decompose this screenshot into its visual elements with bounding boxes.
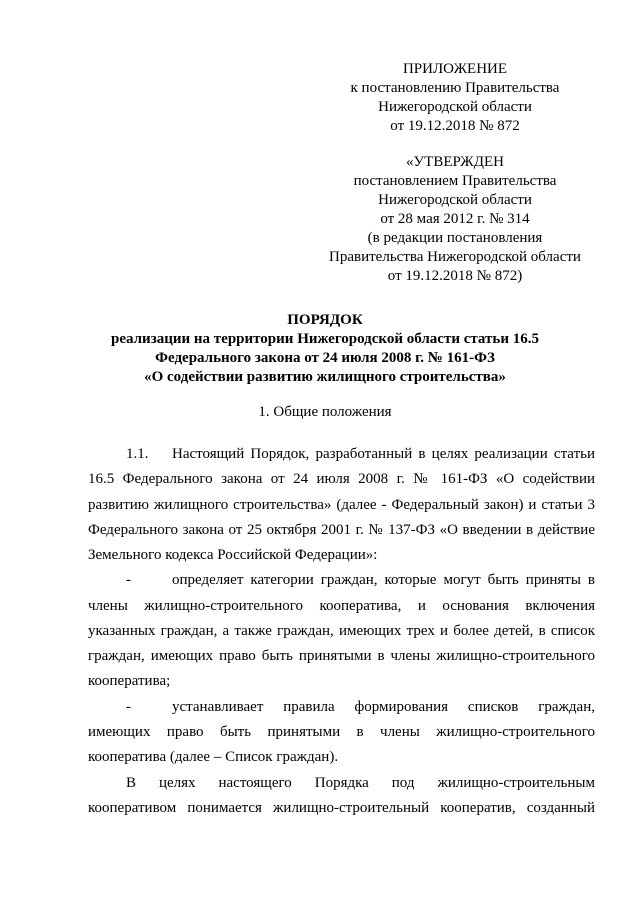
approval-stamp [300,153,610,286]
appendix-header [300,60,610,136]
paragraph-line: Земельного кодекса Российской Федерации»: [88,547,378,563]
approval-line: Правительства Нижегородской области [329,249,581,265]
list-item-line: определяет категории граждан, которые могут быть приняты в [172,572,595,588]
approval-line: Нижегородской области [378,192,532,208]
document-title [60,311,590,387]
paragraph-line: развитию жилищного строительства» (далее - Федеральный закон) и статьи 3 [88,497,595,513]
document-title-line: реализации на территории Нижегородской области статьи 16.5 [111,331,539,347]
list-item-line: указанных граждан, а также граждан, имеющих трех и более детей, в список [88,623,595,639]
list-dash: - [126,572,131,588]
paragraph-line: Настоящий Порядок, разработанный в целях реализации статьи [172,446,595,462]
list-item-line: кооператива; [88,673,171,689]
appendix-line: к постановлению Правительства [350,80,560,96]
list-dash: - [126,699,131,715]
approval-line: от 28 мая 2012 г. № 314 [380,211,530,227]
paragraph-line: 16.5 Федерального закона от 24 июля 2008 г. № 161-ФЗ «О содействии [88,471,595,487]
section-heading: 1. Общие положения [258,404,392,420]
appendix-line: Нижегородской области [378,99,532,115]
appendix-title: ПРИЛОЖЕНИЕ [402,61,508,77]
appendix-line: от 19.12.2018 № 872 [390,118,520,134]
approval-line: постановлением Правительства [353,173,557,189]
approval-line: «УТВЕРЖДЕН [406,154,504,170]
list-item-line: члены жилищно-строительного кооператива, и основания включения [88,598,595,614]
document-title-line: ПОРЯДОК [287,312,363,328]
approval-line: (в редакции постановления [367,230,543,246]
document-title-line: «О содействии развитию жилищного строительства» [144,369,506,385]
list-item-line: имеющих право быть принятыми в члены жилищно-строительного [88,724,595,740]
list-item-line: кооператива (далее – Список граждан). [88,749,339,765]
paragraph-line: кооперативом понимается жилищно-строительный кооператив, созданный [88,800,595,816]
document-title-line: Федерального закона от 24 июля 2008 г. № 161-ФЗ [155,350,495,366]
list-item-line: граждан, имеющих право быть принятыми в члены жилищно-строительного [88,648,595,664]
paragraph-number: 1.1. [126,446,149,462]
paragraph-line: Федерального закона от 25 октября 2001 г. № 137-ФЗ «О введении в действие [88,522,595,538]
approval-line: от 19.12.2018 № 872) [387,268,523,284]
list-item-line: устанавливает правила формирования списков граждан, [172,699,595,715]
paragraph-line: В целях настоящего Порядка под жилищно-строительным [126,775,595,791]
